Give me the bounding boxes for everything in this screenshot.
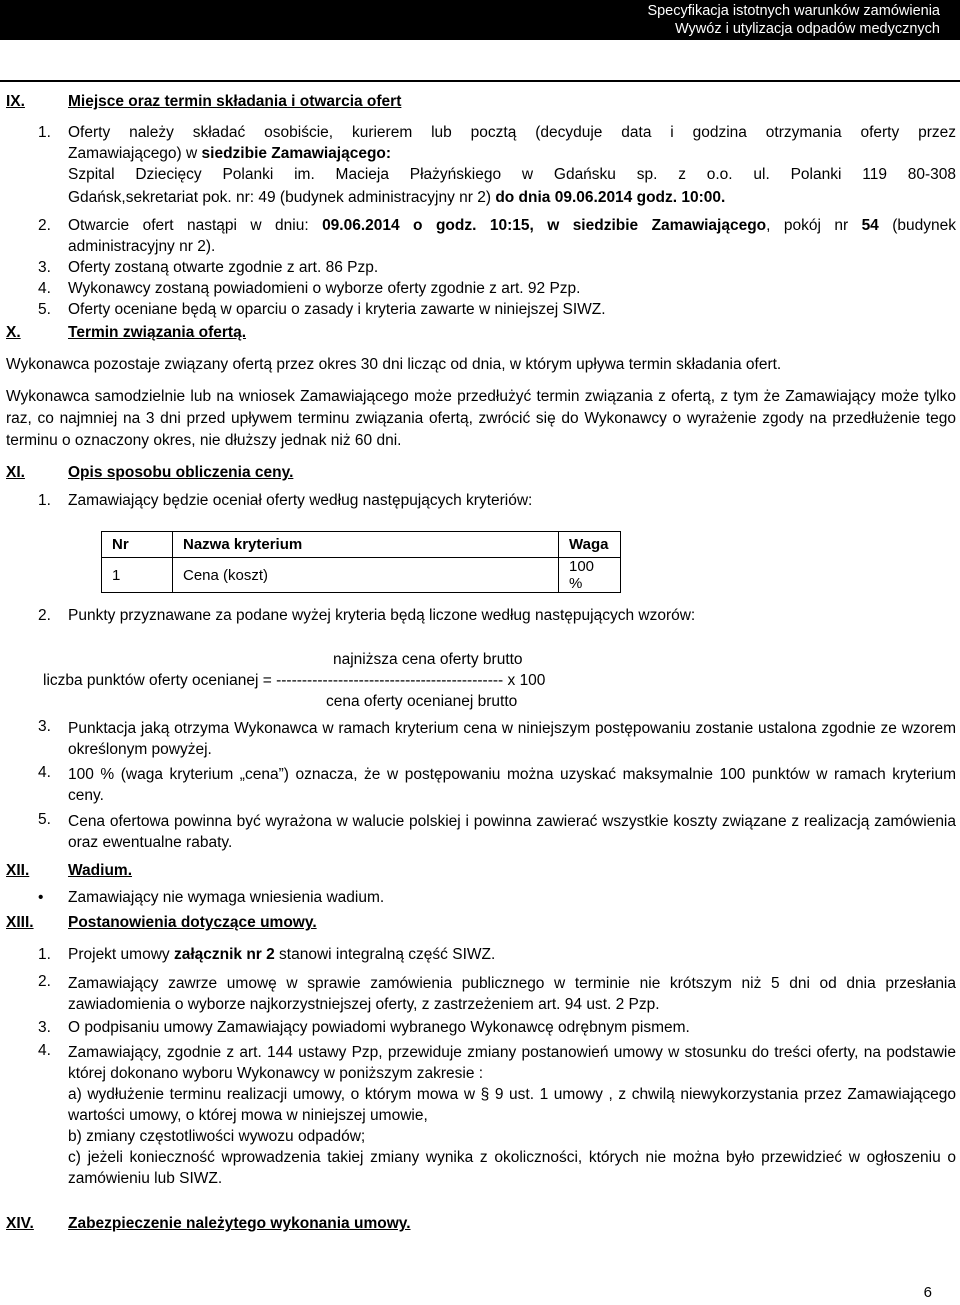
section-12-number: XII. xyxy=(6,862,30,879)
section-9-number: IX. xyxy=(6,93,25,110)
s9-item-5-number: 5. xyxy=(38,301,51,318)
formula-multiplier: x 100 xyxy=(503,672,546,689)
s13-item-3-text: O podpisaniu umowy Zamawiający powiadomi wybranego Wykonawcę odrębnym pismem. xyxy=(68,1019,690,1036)
criteria-header-name: Nazwa kryterium xyxy=(173,532,559,558)
header-rule xyxy=(0,80,960,82)
s13-item-3-number: 3. xyxy=(38,1019,51,1036)
document-header xyxy=(0,0,960,40)
s9-item-2-line-2: administracyjny nr 2). xyxy=(68,238,216,255)
formula-bar: -------------------------------------------- xyxy=(276,672,504,689)
s9-item-1-deadline: do dnia 09.06.2014 godz. 10:00. xyxy=(495,189,726,206)
s9-item-1-line-2 xyxy=(68,145,391,163)
s13-item-1-text xyxy=(68,946,495,964)
criteria-table xyxy=(101,531,621,593)
s13-item-4-point-c: c) jeżeli konieczność wprowadzenia takiej zmiany wynika z okoliczności, których nie można było przewidzieć w ogłoszeniu o zamówieniu lub SIWZ. xyxy=(68,1149,956,1187)
section-10-title: Termin związania ofertą. xyxy=(68,324,247,341)
s10-paragraph-1: Wykonawca pozostaje związany ofertą przez okres 30 dni licząc od dnia, w którym upływa termin składania ofert. xyxy=(6,356,782,373)
s12-bullet-text: Zamawiający nie wymaga wniesienia wadium. xyxy=(68,889,385,906)
s9-item-2-number: 2. xyxy=(38,217,51,234)
formula-lhs: liczba punktów oferty ocenianej = xyxy=(43,672,277,689)
s13-item-4-point-b: b) zmiany częstotliwości wywozu odpadów; xyxy=(68,1128,366,1145)
s13-item-1-part-c: stanowi integralną część SIWZ. xyxy=(274,946,496,963)
section-14-title: Zabezpieczenie należytego wykonania umowy. xyxy=(68,1215,411,1232)
formula-numerator: najniższa cena oferty brutto xyxy=(333,651,523,668)
s11-item-5-number: 5. xyxy=(38,811,51,828)
s9-item-5-text: Oferty oceniane będą w oparciu o zasady i kryteria zawarte w niniejszej SIWZ. xyxy=(68,301,606,318)
section-14-number: XIV. xyxy=(6,1215,34,1232)
s9-item-2-place: 10:15, w siedzibie Zamawiającego xyxy=(476,217,767,234)
s11-item-4-text: 100 % (waga kryterium „cena”) oznacza, że w postępowaniu można uzyskać maksymalnie 100 punktów w ramach kryterium ceny. xyxy=(68,766,956,804)
s9-item-2-text-c: (budynek xyxy=(878,217,956,234)
criteria-cell-name: Cena (koszt) xyxy=(173,558,559,593)
section-13-number: XIII. xyxy=(6,914,34,931)
s9-item-3-text: Oferty zostaną otwarte zgodnie z art. 86 Pzp. xyxy=(68,259,379,276)
section-9-title: Miejsce oraz termin składania i otwarcia ofert xyxy=(68,93,402,110)
section-10-number: X. xyxy=(6,324,21,341)
s9-item-2-text-b: , pokój nr xyxy=(766,217,862,234)
s13-item-4-point-a: a) wydłużenie terminu realizacji umowy, o którym mowa w § 9 ust. 1 umowy , z chwilą niewykorzystania przez Zamawiającego wartości umowy, o której mowa w niniejszej umowie, xyxy=(68,1086,956,1124)
criteria-header-weight: Waga xyxy=(559,532,621,558)
s9-item-1-number: 1. xyxy=(38,124,51,141)
s11-item-2-number: 2. xyxy=(38,607,51,624)
s11-item-3-text: Punktacja jaką otrzyma Wykonawca w ramach kryterium cena w niniejszym postępowaniu zostanie ustalona zgodnie ze wzorem określonym powyżej. xyxy=(68,720,956,758)
s9-item-4-number: 4. xyxy=(38,280,51,297)
s11-item-1-text: Zamawiający będzie oceniał oferty według następujących kryteriów: xyxy=(68,492,533,509)
s13-item-4-text: Zamawiający, zgodnie z art. 144 ustawy Pzp, przewiduje zmiany postanowień umowy w stosunku do treści oferty, na podstawie której dokonano wyboru Wykonawcy w poniższym zakresie : xyxy=(68,1044,956,1082)
s12-bullet: • xyxy=(38,889,44,906)
s9-item-1-line-1: Oferty należy składać osobiście, kurierem lub pocztą (decyduje data i godzina otrzymania oferty przez xyxy=(68,124,956,141)
section-11-title: Opis sposobu obliczenia ceny. xyxy=(68,464,294,481)
s9-item-1-bold: siedzibie Zamawiającego: xyxy=(201,145,392,162)
s9-item-4-text: Wykonawcy zostaną powiadomieni o wyborze oferty zgodnie z art. 92 Pzp. xyxy=(68,280,581,297)
s10-paragraph-2: Wykonawca samodzielnie lub na wniosek Zamawiającego może przedłużyć termin związania z ofertą, z tym że Zamawiający może tylko raz, co najmniej na 3 dni przed upływem terminu związania ofertą, zwrócić się do Wykonawcy o wyrażenie zgody na przedłużenie tego terminu o oznaczony okres, nie dłuższy jednak niż 60 dni. xyxy=(6,388,956,449)
s9-item-1-text: Zamawiającego) w xyxy=(68,145,202,162)
header-line-2: Wywóz i utylizacja odpadów medycznych xyxy=(674,21,940,37)
criteria-header-nr: Nr xyxy=(102,532,173,558)
s9-item-2-line-1 xyxy=(68,217,956,235)
s9-item-1-line-3: Szpital Dziecięcy Polanki im. Macieja Płażyńskiego w Gdańsku sp. z o.o. ul. Polanki 119 80-308 xyxy=(68,166,956,183)
formula-line xyxy=(43,672,545,690)
s13-item-1-number: 1. xyxy=(38,946,51,963)
criteria-cell-nr: 1 xyxy=(102,558,173,593)
s13-item-4-body xyxy=(68,1042,956,1189)
section-13-title: Postanowienia dotyczące umowy. xyxy=(68,914,317,931)
page-number: 6 xyxy=(923,1284,932,1301)
s11-item-5-text: Cena ofertowa powinna być wyrażona w walucie polskiej i powinna zawierać wszystkie koszty związane z realizacją zamówienia oraz ewentualne rabaty. xyxy=(68,813,956,851)
s11-item-4-number: 4. xyxy=(38,764,51,781)
s13-item-1-part-a: Projekt umowy xyxy=(68,946,174,963)
s9-item-1-room: Gdańsk,sekretariat pok. nr: 49 (budynek administracyjny nr 2) xyxy=(68,189,496,206)
s9-item-2-room: 54 xyxy=(861,217,879,234)
s9-item-2-date: 09.06.2014 o godz. xyxy=(322,217,477,234)
s13-item-2-text: Zamawiający zawrze umowę w sprawie zamówienia publicznego w terminie nie krótszym niż 5 dni od dnia przesłania zawiadomienia o wyborze najkorzystniejszej oferty, z zastrzeżeniem art. 94 ust. 2 Pzp. xyxy=(68,975,956,1013)
section-12-title: Wadium. xyxy=(68,862,133,879)
s9-item-3-number: 3. xyxy=(38,259,51,276)
s11-item-3-number: 3. xyxy=(38,718,51,735)
s11-item-1-number: 1. xyxy=(38,492,51,509)
table-row xyxy=(102,558,621,593)
formula-denominator: cena oferty ocenianej brutto xyxy=(326,693,518,710)
s9-item-1-line-4 xyxy=(68,189,725,207)
criteria-header-row xyxy=(102,532,621,558)
s9-item-2-text-a: Otwarcie ofert nastąpi w dniu: xyxy=(68,217,323,234)
s13-item-4-number: 4. xyxy=(38,1042,51,1059)
s13-item-1-attachment: załącznik nr 2 xyxy=(173,946,275,963)
s11-item-2-text: Punkty przyznawane za podane wyżej kryteria będą liczone według następujących wzorów: xyxy=(68,607,696,624)
section-11-number: XI. xyxy=(6,464,25,481)
criteria-cell-weight: 100 % xyxy=(559,558,621,593)
s13-item-2-number: 2. xyxy=(38,973,51,990)
header-line-1: Specyfikacja istotnych warunków zamówienia xyxy=(647,3,940,19)
